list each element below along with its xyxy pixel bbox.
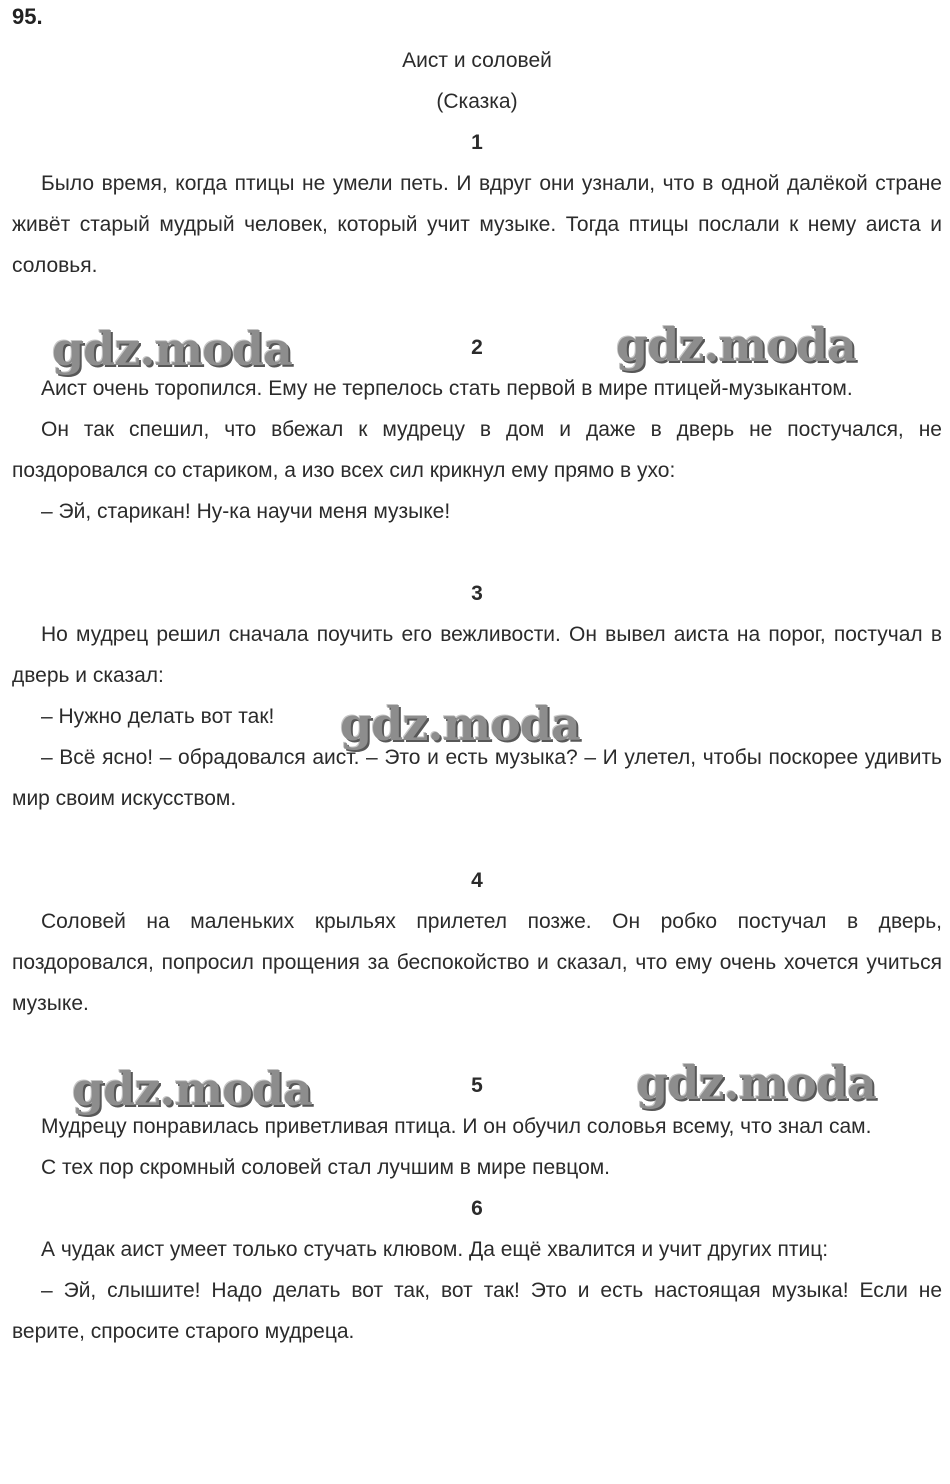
watermark: gdz.moda: [52, 322, 292, 376]
paragraph: – Нужно делать вот так!: [41, 705, 275, 728]
paragraph: Но мудрец решил сначала поучить его вежливости. Он вывел аиста на порог, постучал в дверь и сказал:: [12, 623, 942, 687]
paragraph: – Эй, слышите! Надо делать вот так, вот так! Это и есть настоящая музыка! Если не верите, спросите старого мудреца.: [12, 1279, 942, 1343]
section-number-2: 2: [471, 336, 483, 359]
paragraph: Мудрецу понравилась приветливая птица. И он обучил соловья всему, что знал сам.: [41, 1115, 872, 1138]
document-body: [12, 40, 942, 1352]
section-number-4: 4: [471, 869, 483, 892]
section-gap: [12, 1024, 942, 1065]
paragraph: А чудак аист умеет только стучать клювом. Да ещё хвалится и учит других птиц:: [41, 1238, 829, 1261]
paragraph: С тех пор скромный соловей стал лучшим в мире певцом.: [41, 1156, 611, 1179]
story-subtitle: (Сказка): [436, 90, 518, 113]
paragraph: Он так спешил, что вбежал к мудрецу в дом и даже в дверь не постучался, не поздоровался со стариком, а изо всех сил крикнул ему прямо в ухо:: [12, 418, 942, 482]
section-gap: [12, 819, 942, 860]
section-number-1: 1: [471, 131, 483, 154]
watermark: gdz.moda: [636, 1056, 876, 1110]
section-number-3: 3: [471, 582, 483, 605]
watermark: gdz.moda: [340, 697, 580, 751]
story-title: Аист и соловей: [402, 49, 552, 72]
paragraph: Аист очень торопился. Ему не терпелось стать первой в мире птицей-музыкантом.: [41, 377, 853, 400]
section-number-6: 6: [471, 1197, 483, 1220]
watermark: gdz.moda: [72, 1062, 312, 1116]
task-number: 95.: [12, 4, 43, 29]
paragraph: – Эй, старикан! Ну-ка научи меня музыке!: [41, 500, 451, 523]
paragraph: Было время, когда птицы не умели петь. И вдруг они узнали, что в одной далёкой стране живёт старый мудрый человек, который учит музыке. Тогда птицы послали к нему аиста и соловья.: [12, 172, 942, 277]
section-gap: [12, 286, 942, 327]
watermark: gdz.moda: [616, 318, 856, 372]
paragraph: Соловей на маленьких крыльях прилетел позже. Он робко постучал в дверь, поздоровался, попросил прощения за беспокойство и сказал, что ему очень хочется учиться музыке.: [12, 910, 942, 1015]
section-gap: [12, 532, 942, 573]
paragraph: – Всё ясно! – обрадовался аист. – Это и есть музыка? – И улетел, чтобы поскорее удивить мир своим искусством.: [12, 746, 942, 810]
section-number-5: 5: [471, 1074, 483, 1097]
